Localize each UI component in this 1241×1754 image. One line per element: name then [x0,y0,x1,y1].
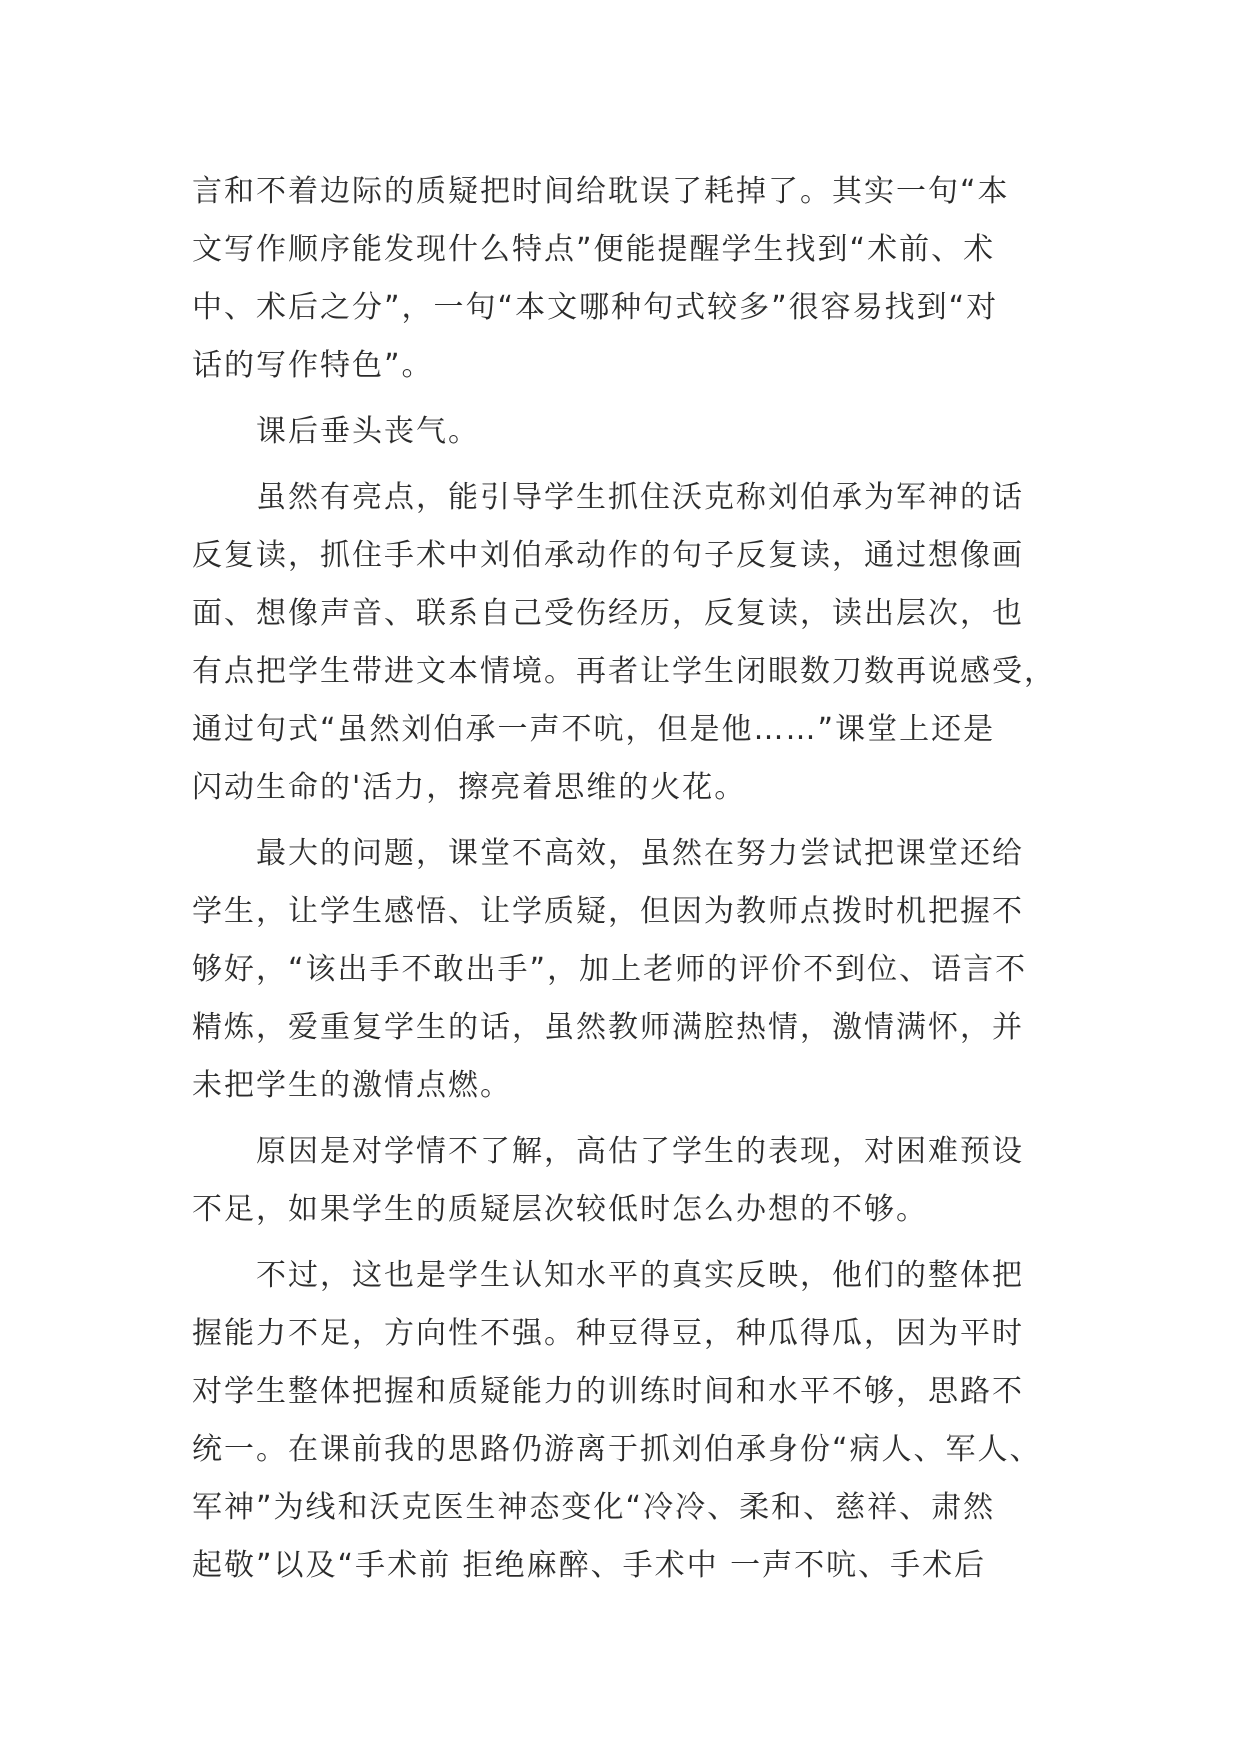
text-line: 通过句式“虽然刘伯承一声不吭，但是他……”课堂上还是 [192,712,996,747]
text-line: 精炼，爱重复学生的话，虽然教师满腔热情，激情满怀，并 [192,1010,1024,1045]
paragraph [192,1123,1052,1239]
text-line: 够好，“该出手不敢出手”，加上老师的评价不到位、语言不 [192,952,1028,987]
paragraph-continuation [192,163,1052,395]
text-line: 不足，如果学生的质疑层次较低时怎么办想的不够。 [192,1192,928,1227]
text-line: 反复读，抓住手术中刘伯承动作的句子反复读，通过想像画 [192,538,1024,573]
text-line: 闪动生命的'活力，擦亮着思维的火花。 [192,770,747,805]
text-line: 文写作顺序能发现什么特点”便能提醒学生找到“术前、术 [192,232,996,267]
text-line: 最大的问题，课堂不高效，虽然在努力尝试把课堂还给 [256,836,1024,871]
text-line: 未把学生的激情点燃。 [192,1068,512,1103]
paragraph [192,1247,1052,1595]
paragraph [192,403,1052,461]
text-line: 握能力不足，方向性不强。种豆得豆，种瓜得瓜，因为平时 [192,1316,1024,1351]
text-line: 话的写作特色”。 [192,348,434,383]
paragraph [192,469,1056,817]
text-line: 起敬”以及“手术前 拒绝麻醉、手术中 一声不吭、手术后 [192,1548,987,1583]
text-line: 虽然有亮点，能引导学生抓住沃克称刘伯承为军神的话 [256,480,1024,515]
text-line: 中、术后之分”，一句“本文哪种句式较多”很容易找到“对 [192,290,999,325]
text-line: 面、想像声音、联系自己受伤经历，反复读，读出层次，也 [192,596,1024,631]
text-line: 课后垂头丧气。 [256,414,480,449]
document-body [192,163,1056,1595]
text-line: 言和不着边际的质疑把时间给耽误了耗掉了。其实一句“本 [192,174,1010,209]
text-line: 不过，这也是学生认知水平的真实反映，他们的整体把 [256,1258,1024,1293]
text-line: 对学生整体把握和质疑能力的训练时间和水平不够，思路不 [192,1374,1024,1409]
text-line: 统一。在课前我的思路仍游离于抓刘伯承身份“病人、军人、 [192,1432,1042,1467]
text-line: 学生，让学生感悟、让学质疑，但因为教师点拨时机把握不 [192,894,1024,929]
text-line: 原因是对学情不了解，高估了学生的表现，对困难预设 [256,1134,1024,1169]
paragraph [192,825,1052,1115]
text-line: 军神”为线和沃克医生神态变化“冷冷、柔和、慈祥、肃然 [192,1490,996,1525]
text-line: 有点把学生带进文本情境。再者让学生闭眼数刀数再说感受， [192,654,1056,689]
